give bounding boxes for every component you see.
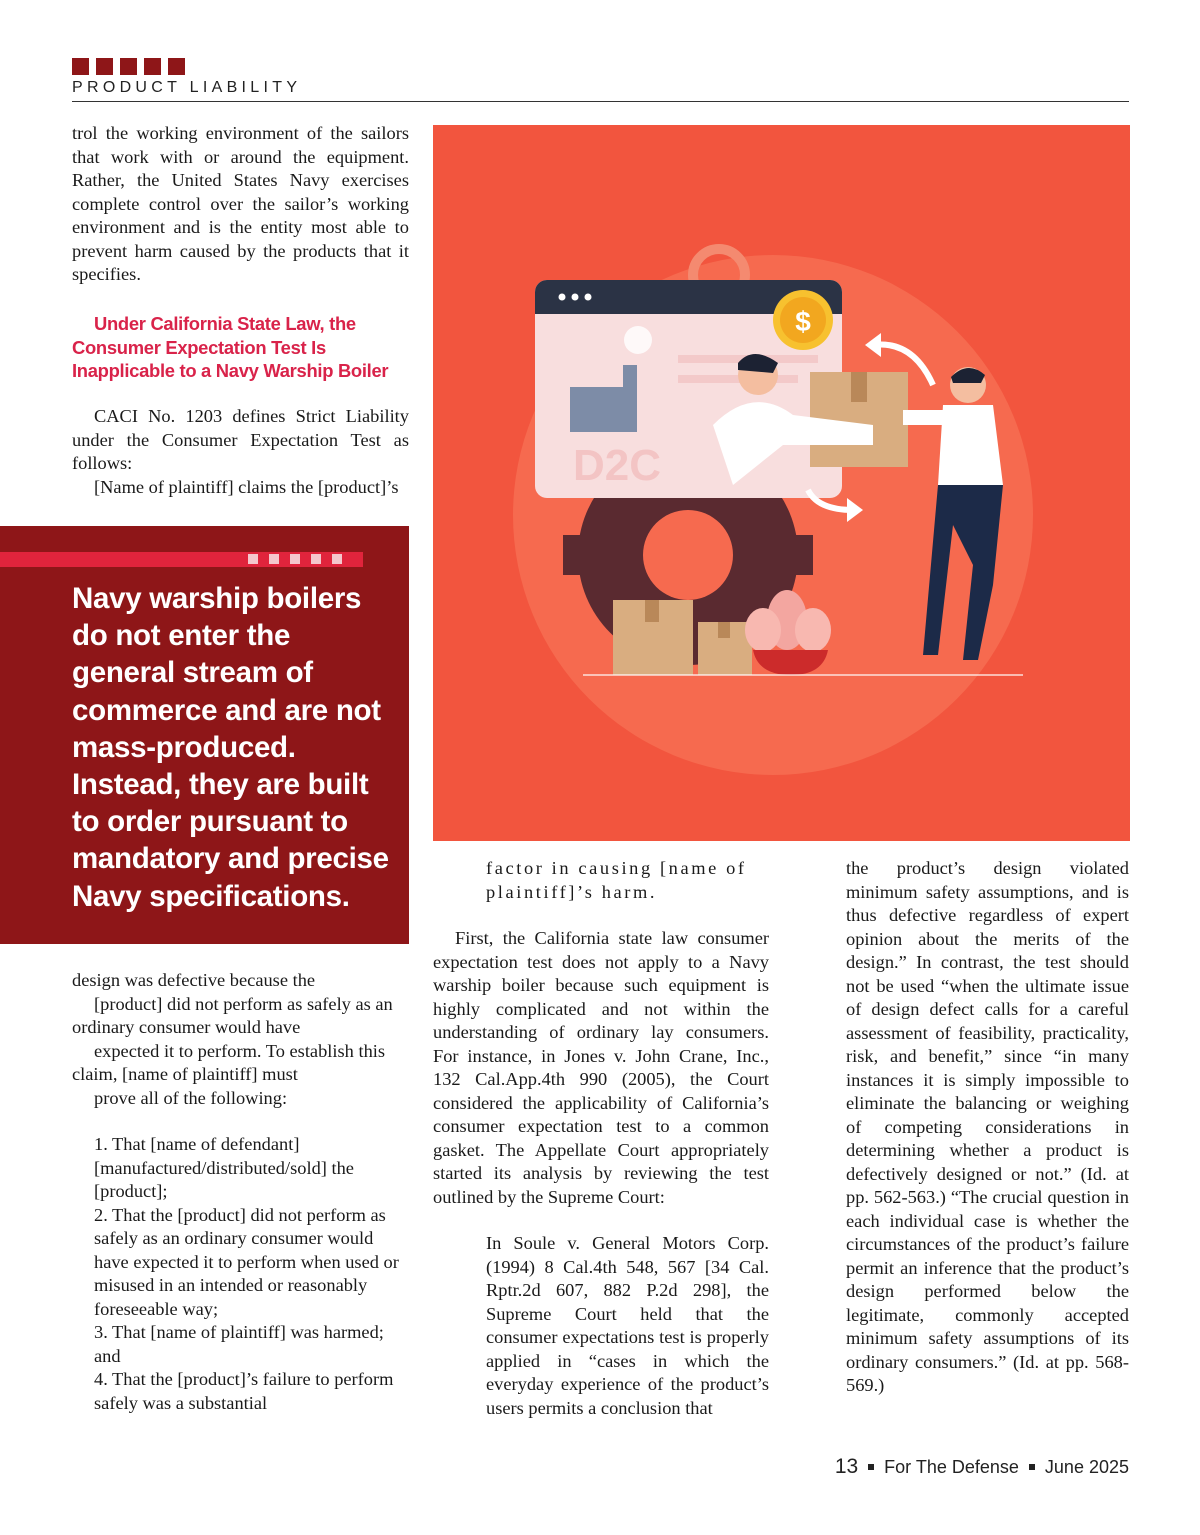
left-column-bottom <box>72 969 409 1415</box>
list-item: 3. That [name of plaintiff] was harmed; and <box>94 1322 384 1366</box>
caci-quote-line: claim, [name of plaintiff] must <box>72 1064 298 1084</box>
caci-quote-line: design was defective because the <box>72 970 316 990</box>
right-paragraph-1: the product’s design violated minimum safety assumptions, and is thus defective regardless of expert opinion about the merits of the design.” In contrast, the test should not be used “when the ultimate issue of design defect calls for a careful assessment of feasibility, practicality, risk, and benefit,” since “in many instances it is simply impossible to eliminate the balancing or weighing of competing considerations in determining whether a product is defectively designed or not.” (Id. at pp. 562-563.) “The crucial question in each individual case is whether the circumstances of the product’s failure permit an inference that the product’s design performed below the legitimate, commonly accepted minimum safety assumptions of its ordinary consumers.” (Id. at pp. 568-569.) <box>846 858 1129 1395</box>
left-column-mid <box>72 405 409 499</box>
list-item: 1. That [name of defendant] [manufactured/distributed/sold] the [product]; <box>94 1134 354 1201</box>
caci-quote-end: factor in causing [name of plaintiff]’s harm. <box>486 858 747 902</box>
section-marker-squares <box>72 58 185 75</box>
dollar-symbol: $ <box>795 306 811 337</box>
middle-column <box>433 857 769 1420</box>
soule-blockquote: In Soule v. General Motors Corp. (1994) 8 Cal.4th 548, 567 [34 Cal. Rptr.2d 607, 882 P.2d 298], the Supreme Court held that the consumer expectations test is properly applied in “cases in which the everyday experience of the product’s users permits a conclusion that <box>486 1233 769 1418</box>
list-item: 2. That the [product] did not perform as safely as an ordinary consumer would have expected it to perform when used or misused in an intended or reasonably foreseeable way; <box>94 1204 399 1319</box>
section-title: PRODUCT LIABILITY <box>72 79 302 96</box>
left-paragraph-1: trol the working environment of the sailors that work with or around the equipment. Rather, the United States Navy exercises complete control over the sailor’s working environment and is the entity most able to prevent harm caused by the products that it specifies. <box>72 123 409 284</box>
header-rule <box>72 101 1129 102</box>
right-column <box>846 857 1129 1398</box>
pull-quote-square <box>290 554 300 564</box>
pull-quote-square <box>248 554 258 564</box>
coin-icon <box>773 290 833 350</box>
caci-quote-line: expected it to perform. To establish this <box>94 1040 386 1061</box>
left-paragraph-2: CACI No. 1203 defines Strict Liability under the Consumer Expectation Test as follows: <box>72 406 409 473</box>
footer-separator <box>1029 1464 1035 1470</box>
page-number: 13 <box>834 1455 859 1478</box>
footer-separator <box>868 1464 874 1470</box>
caci-quote-start: [Name of plaintiff] claims the [product]’s <box>94 476 399 497</box>
page-footer <box>835 1455 1129 1479</box>
caci-quote-line: [product] did not perform as safely as an <box>94 993 393 1014</box>
d2c-illustration <box>433 125 1130 841</box>
pull-quote-text: Navy warship boilers do not enter the general stream of commerce and are not mass-produced. Instead, they are built to order pursuant to mandatory and precise Navy specifications. <box>72 582 389 913</box>
publication-name: For The Defense <box>884 1456 1019 1477</box>
subheading: Under California State Law, the Consumer Expectation Test Is Inapplicable to a Navy Warship Boiler <box>72 313 389 381</box>
pull-quote-square <box>332 554 342 564</box>
pull-quote-accent-strip <box>0 552 363 567</box>
caci-quote-line: prove all of the following: <box>94 1087 288 1108</box>
pull-quote-square <box>311 554 321 564</box>
pull-quote-square <box>269 554 279 564</box>
d2c-label: D2C <box>573 441 662 490</box>
list-item: 4. That the [product]’s failure to perform safely was a substantial <box>94 1369 394 1413</box>
left-column-top <box>72 122 409 287</box>
issue-date: June 2025 <box>1044 1456 1129 1477</box>
middle-paragraph-1: First, the California state law consumer expectation test does not apply to a Navy warship boiler because such equipment is highly complicated and not within the understanding of ordinary lay consumers. For instance, in Jones v. John Crane, Inc., 132 Cal.App.4th 990 (2005), the Court considered the applicability of California’s consumer expectation test to a common gasket. The Appellate Court appropriately started its analysis by reviewing the test outlined by the Supreme Court: <box>433 928 769 1207</box>
caci-quote-line: ordinary consumer would have <box>72 1017 301 1037</box>
elements-list <box>72 1133 409 1415</box>
